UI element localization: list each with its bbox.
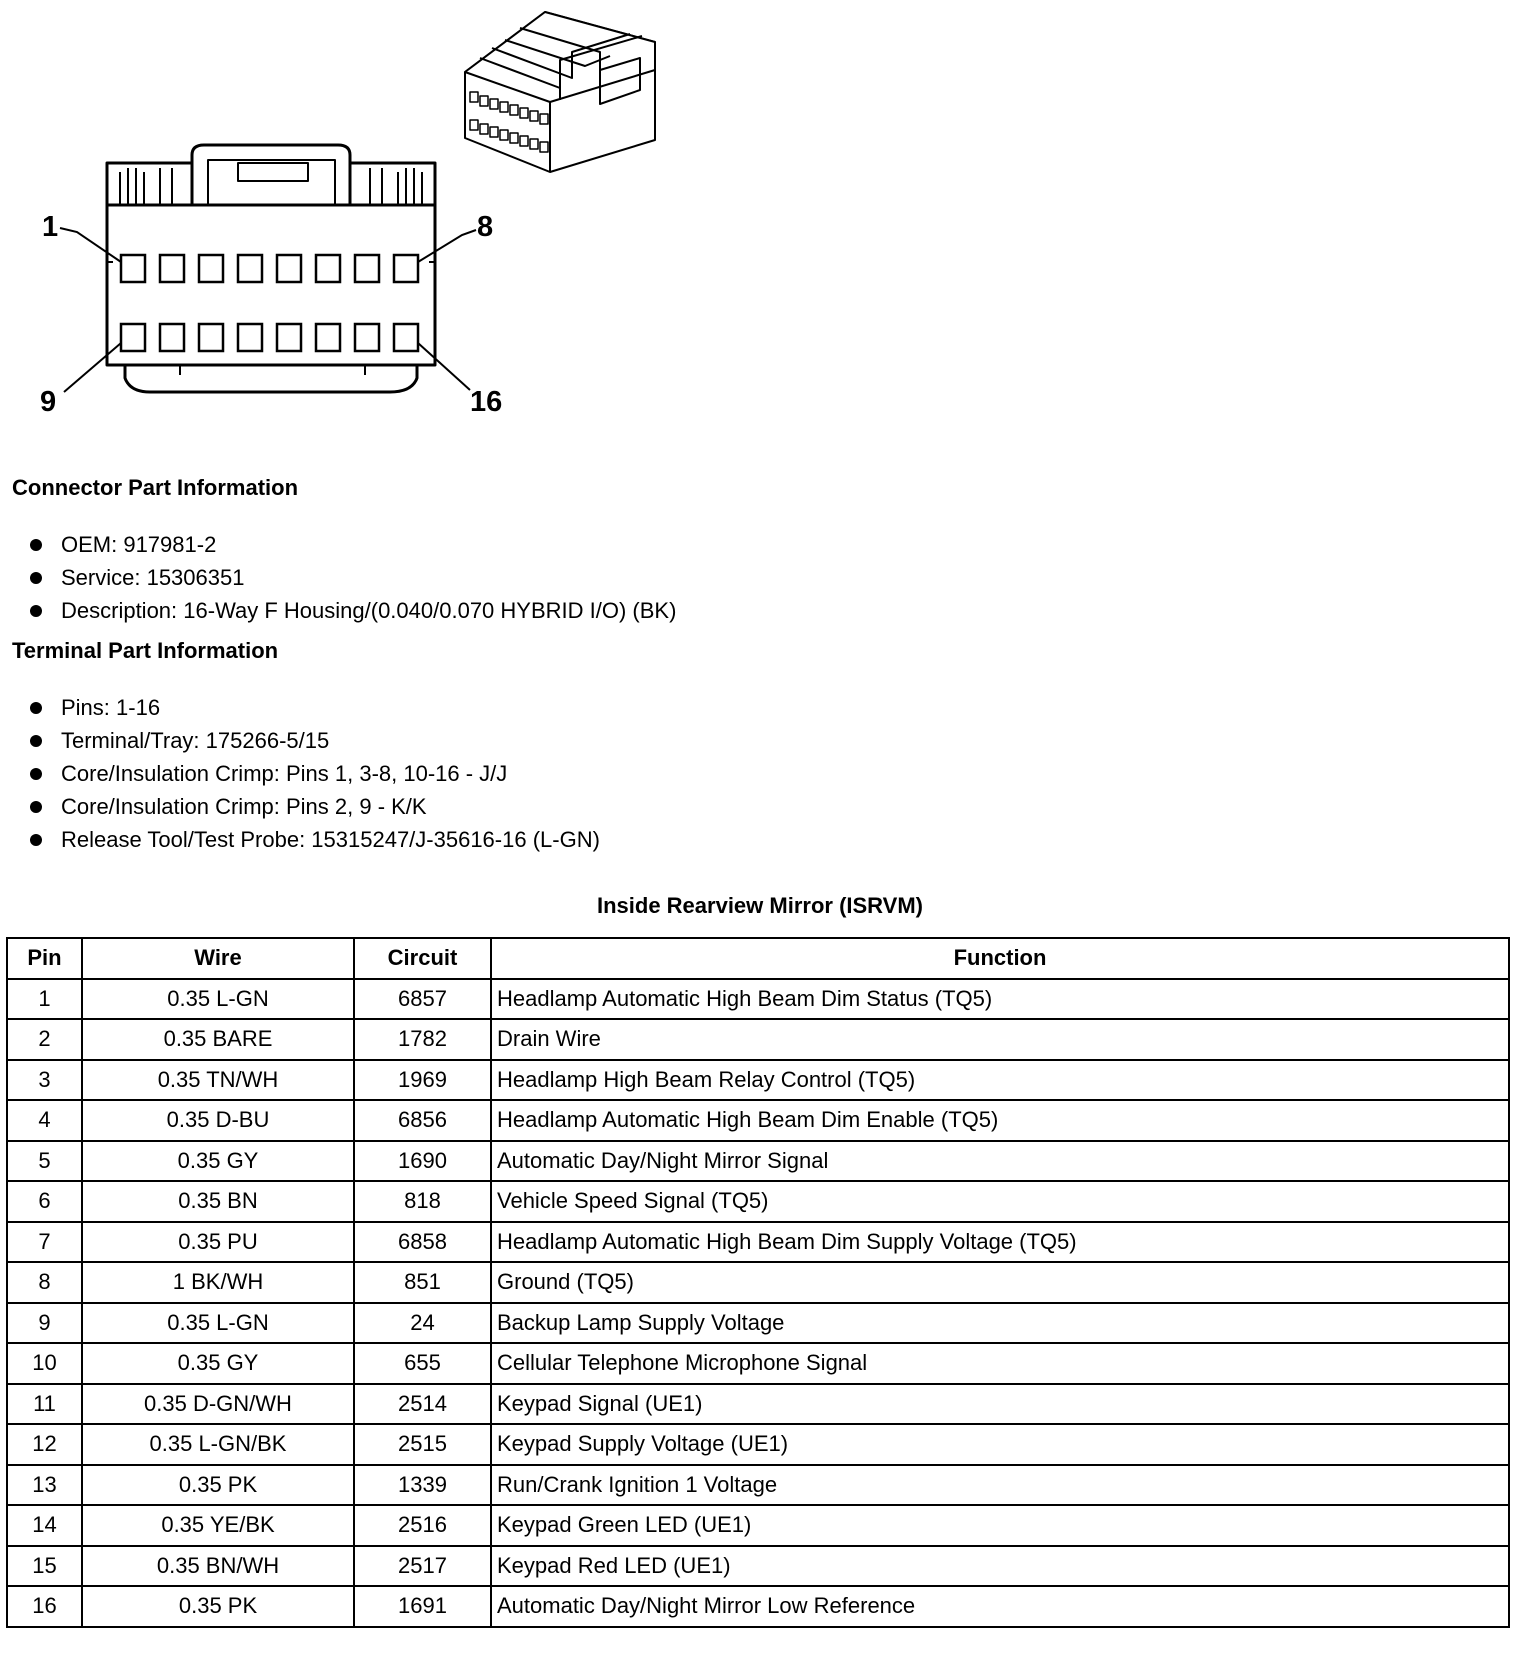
table-row — [7, 1019, 1509, 1060]
function-cell: Headlamp High Beam Relay Control (TQ5) — [491, 1060, 1509, 1101]
wire-cell: 0.35 L-GN — [82, 1303, 354, 1344]
pin-cell: 10 — [7, 1343, 82, 1384]
table-row — [7, 1384, 1509, 1425]
wire-cell: 0.35 BN/WH — [82, 1546, 354, 1587]
pin-cell: 1 — [7, 979, 82, 1020]
cavity-9 — [121, 324, 145, 351]
table-row — [7, 1181, 1509, 1222]
table-title: Inside Rearview Mirror (ISRVM) — [596, 893, 923, 918]
pin-cell: 2 — [7, 1019, 82, 1060]
circuit-cell: 1690 — [354, 1141, 491, 1182]
pin-cell: 9 — [7, 1303, 82, 1344]
function-cell: Vehicle Speed Signal (TQ5) — [491, 1181, 1509, 1222]
circuit-cell: 655 — [354, 1343, 491, 1384]
cavity-1 — [121, 255, 145, 282]
connector-front-view — [107, 145, 435, 392]
table-row — [7, 1343, 1509, 1384]
cavity-4 — [238, 255, 262, 282]
circuit-cell: 1339 — [354, 1465, 491, 1506]
wire-cell: 0.35 D-GN/WH — [82, 1384, 354, 1425]
list-item: Core/Insulation Crimp: Pins 1, 3-8, 10-16 - J/J — [28, 757, 600, 790]
function-cell: Keypad Green LED (UE1) — [491, 1505, 1509, 1546]
table-row — [7, 1546, 1509, 1587]
terminal-part-info-list — [28, 691, 600, 856]
connector-part-info-heading: Connector Part Information — [12, 475, 299, 500]
wire-cell: 0.35 BARE — [82, 1019, 354, 1060]
circuit-cell: 1691 — [354, 1586, 491, 1627]
function-cell: Keypad Signal (UE1) — [491, 1384, 1509, 1425]
terminal-part-info-heading: Terminal Part Information — [12, 638, 279, 663]
function-cell: Headlamp Automatic High Beam Dim Enable (TQ5) — [491, 1100, 1509, 1141]
circuit-cell: 6858 — [354, 1222, 491, 1263]
pinout-table — [6, 937, 1510, 1628]
wire-cell: 0.35 YE/BK — [82, 1505, 354, 1546]
function-cell: Drain Wire — [491, 1019, 1509, 1060]
circuit-cell: 1969 — [354, 1060, 491, 1101]
header-circuit: Circuit — [354, 938, 491, 979]
function-cell: Headlamp Automatic High Beam Dim Status (TQ5) — [491, 979, 1509, 1020]
function-cell: Automatic Day/Night Mirror Signal — [491, 1141, 1509, 1182]
circuit-cell: 2515 — [354, 1424, 491, 1465]
cavity-16 — [394, 324, 418, 351]
connector-part-info-list — [28, 528, 676, 627]
pin-cell: 13 — [7, 1465, 82, 1506]
cavity-2 — [160, 255, 184, 282]
pin-cell: 3 — [7, 1060, 82, 1101]
table-row — [7, 1141, 1509, 1182]
cavity-14 — [316, 324, 340, 351]
pin-label-9: 9 — [40, 386, 57, 418]
cavity-11 — [199, 324, 223, 351]
function-cell: Ground (TQ5) — [491, 1262, 1509, 1303]
table-header-row — [7, 938, 1509, 979]
function-cell: Cellular Telephone Microphone Signal — [491, 1343, 1509, 1384]
circuit-cell: 6857 — [354, 979, 491, 1020]
pin-label-8: 8 — [477, 211, 494, 243]
cavity-15 — [355, 324, 379, 351]
circuit-cell: 851 — [354, 1262, 491, 1303]
table-row — [7, 979, 1509, 1020]
list-item: Description: 16-Way F Housing/(0.040/0.070 HYBRID I/O) (BK) — [28, 594, 676, 627]
function-cell: Keypad Red LED (UE1) — [491, 1546, 1509, 1587]
header-pin: Pin — [7, 938, 82, 979]
header-wire: Wire — [82, 938, 354, 979]
cavity-12 — [238, 324, 262, 351]
pin-label-16: 16 — [470, 386, 503, 418]
pin-cell: 8 — [7, 1262, 82, 1303]
cavity-7 — [355, 255, 379, 282]
wire-cell: 0.35 PU — [82, 1222, 354, 1263]
list-item: Core/Insulation Crimp: Pins 2, 9 - K/K — [28, 790, 600, 823]
table-row — [7, 1222, 1509, 1263]
wire-cell: 0.35 GY — [82, 1343, 354, 1384]
list-item: Terminal/Tray: 175266-5/15 — [28, 724, 600, 757]
wire-cell: 0.35 L-GN — [82, 979, 354, 1020]
circuit-cell: 2514 — [354, 1384, 491, 1425]
table-row — [7, 1060, 1509, 1101]
circuit-cell: 818 — [354, 1181, 491, 1222]
circuit-cell: 24 — [354, 1303, 491, 1344]
cavity-3 — [199, 255, 223, 282]
connector-diagram — [0, 0, 720, 430]
pin-cell: 6 — [7, 1181, 82, 1222]
function-cell: Backup Lamp Supply Voltage — [491, 1303, 1509, 1344]
wire-cell: 0.35 PK — [82, 1465, 354, 1506]
cavity-6 — [316, 255, 340, 282]
wire-cell: 0.35 GY — [82, 1141, 354, 1182]
pin-cell: 7 — [7, 1222, 82, 1263]
table-row — [7, 1424, 1509, 1465]
wire-cell: 0.35 PK — [82, 1586, 354, 1627]
pin-cell: 15 — [7, 1546, 82, 1587]
cavity-8 — [394, 255, 418, 282]
cavity-10 — [160, 324, 184, 351]
function-cell: Run/Crank Ignition 1 Voltage — [491, 1465, 1509, 1506]
pin-cell: 4 — [7, 1100, 82, 1141]
wire-cell: 0.35 BN — [82, 1181, 354, 1222]
pin-cell: 14 — [7, 1505, 82, 1546]
list-item: Pins: 1-16 — [28, 691, 600, 724]
circuit-cell: 1782 — [354, 1019, 491, 1060]
function-cell: Keypad Supply Voltage (UE1) — [491, 1424, 1509, 1465]
wire-cell: 1 BK/WH — [82, 1262, 354, 1303]
wire-cell: 0.35 TN/WH — [82, 1060, 354, 1101]
function-cell: Headlamp Automatic High Beam Dim Supply Voltage (TQ5) — [491, 1222, 1509, 1263]
pin-cell: 12 — [7, 1424, 82, 1465]
pin-label-1: 1 — [42, 211, 59, 243]
list-item: OEM: 917981-2 — [28, 528, 676, 561]
pin-cell: 5 — [7, 1141, 82, 1182]
list-item: Release Tool/Test Probe: 15315247/J-35616-16 (L-GN) — [28, 823, 600, 856]
table-row — [7, 1465, 1509, 1506]
pin-cell: 16 — [7, 1586, 82, 1627]
cavity-5 — [277, 255, 301, 282]
table-row — [7, 1586, 1509, 1627]
list-item: Service: 15306351 — [28, 561, 676, 594]
table-row — [7, 1100, 1509, 1141]
header-function: Function — [491, 938, 1509, 979]
table-row — [7, 1505, 1509, 1546]
circuit-cell: 2516 — [354, 1505, 491, 1546]
table-row — [7, 1303, 1509, 1344]
circuit-cell: 6856 — [354, 1100, 491, 1141]
wire-cell: 0.35 D-BU — [82, 1100, 354, 1141]
wire-cell: 0.35 L-GN/BK — [82, 1424, 354, 1465]
table-row — [7, 1262, 1509, 1303]
circuit-cell: 2517 — [354, 1546, 491, 1587]
function-cell: Automatic Day/Night Mirror Low Reference — [491, 1586, 1509, 1627]
pin-cell: 11 — [7, 1384, 82, 1425]
cavity-13 — [277, 324, 301, 351]
connector-isometric-view — [465, 12, 655, 172]
